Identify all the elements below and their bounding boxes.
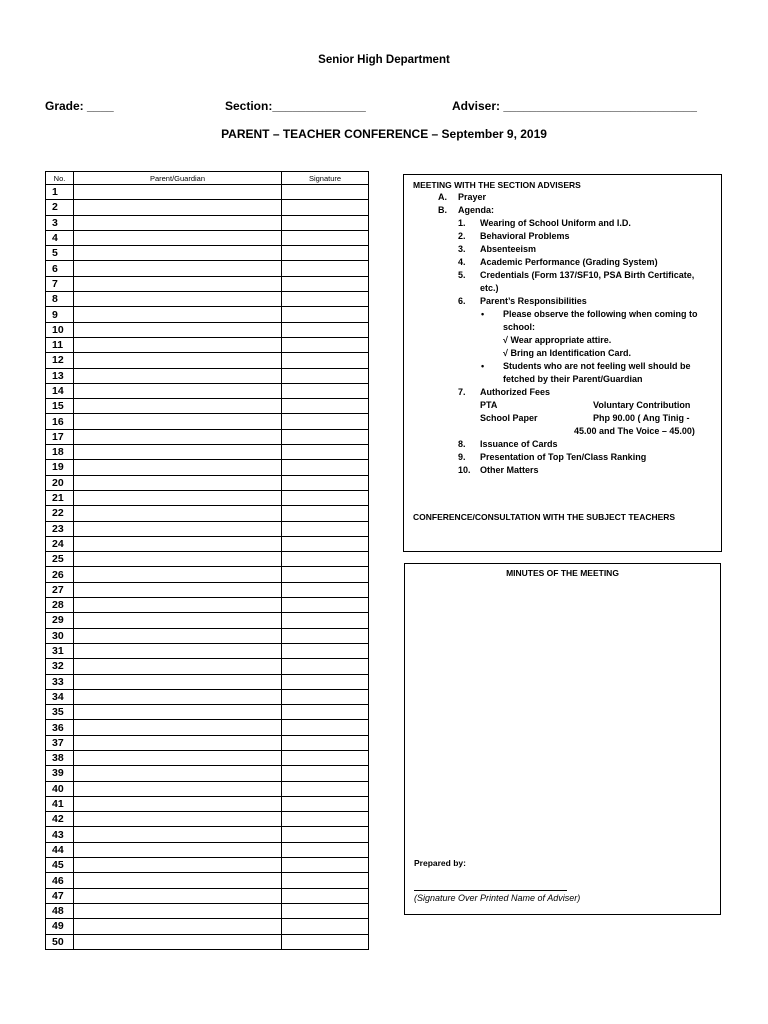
table-row — [46, 903, 369, 918]
parent-guardian-cell[interactable] — [74, 766, 282, 781]
signature-cell[interactable] — [282, 536, 369, 551]
table-row — [46, 261, 369, 276]
signature-cell[interactable] — [282, 185, 369, 200]
parent-guardian-cell[interactable] — [74, 888, 282, 903]
agenda-item-6-num: 6. — [458, 296, 466, 306]
table-header-row — [46, 172, 369, 185]
parent-guardian-cell[interactable] — [74, 827, 282, 842]
header-parent-guardian: Parent/Guardian — [74, 172, 282, 185]
row-number: 5 — [46, 246, 74, 261]
bullet-1-line-2: school: — [503, 322, 536, 332]
subject-teachers-heading: CONFERENCE/CONSULTATION WITH THE SUBJECT TEACHERS — [413, 512, 676, 522]
signature-cell[interactable] — [282, 567, 369, 582]
table-row — [46, 383, 369, 398]
row-number: 16 — [46, 414, 74, 429]
table-row — [46, 475, 369, 490]
signature-cell[interactable] — [282, 475, 369, 490]
parent-guardian-cell[interactable] — [74, 292, 282, 307]
row-number: 43 — [46, 827, 74, 842]
parent-guardian-cell[interactable] — [74, 689, 282, 704]
table-row — [46, 858, 369, 873]
row-number: 36 — [46, 720, 74, 735]
agenda-item-8: Issuance of Cards — [480, 439, 558, 449]
signature-cell[interactable] — [282, 368, 369, 383]
table-row — [46, 705, 369, 720]
parent-guardian-cell[interactable] — [74, 322, 282, 337]
parent-guardian-cell[interactable] — [74, 842, 282, 857]
parent-guardian-cell[interactable] — [74, 567, 282, 582]
bullet-2-line-2: fetched by their Parent/Guardian — [503, 374, 643, 384]
row-number: 7 — [46, 276, 74, 291]
agenda-item-4-num: 4. — [458, 257, 466, 267]
row-number: 29 — [46, 613, 74, 628]
signature-cell[interactable] — [282, 766, 369, 781]
row-number: 17 — [46, 429, 74, 444]
signature-cell[interactable] — [282, 490, 369, 505]
agenda-item-5-num: 5. — [458, 270, 466, 280]
parent-guardian-cell[interactable] — [74, 552, 282, 567]
agenda-item-7-num: 7. — [458, 387, 466, 397]
parent-guardian-cell[interactable] — [74, 353, 282, 368]
parent-guardian-cell[interactable] — [74, 200, 282, 215]
table-row — [46, 720, 369, 735]
fee-pta-name: PTA — [480, 400, 498, 410]
parent-guardian-cell[interactable] — [74, 919, 282, 934]
parent-guardian-cell[interactable] — [74, 659, 282, 674]
signature-cell[interactable] — [282, 812, 369, 827]
signature-cell[interactable] — [282, 521, 369, 536]
table-row — [46, 796, 369, 811]
row-number: 44 — [46, 842, 74, 857]
signature-cell[interactable] — [282, 414, 369, 429]
parent-guardian-cell[interactable] — [74, 368, 282, 383]
signature-cell[interactable] — [282, 445, 369, 460]
signature-cell[interactable] — [282, 919, 369, 934]
signature-cell[interactable] — [282, 873, 369, 888]
row-number: 31 — [46, 643, 74, 658]
parent-guardian-cell[interactable] — [74, 429, 282, 444]
agenda-item-2-num: 2. — [458, 231, 466, 241]
table-row — [46, 292, 369, 307]
table-row — [46, 230, 369, 245]
row-number: 39 — [46, 766, 74, 781]
table-row — [46, 337, 369, 352]
signature-cell[interactable] — [282, 934, 369, 949]
check-attire: √ Wear appropriate attire. — [503, 335, 612, 345]
parent-guardian-cell[interactable] — [74, 230, 282, 245]
table-row — [46, 185, 369, 200]
signature-cell[interactable] — [282, 200, 369, 215]
parent-guardian-cell[interactable] — [74, 705, 282, 720]
prepared-by-label: Prepared by: — [414, 858, 466, 868]
signature-caption: (Signature Over Printed Name of Adviser) — [414, 893, 581, 903]
parent-guardian-cell[interactable] — [74, 628, 282, 643]
row-number: 45 — [46, 858, 74, 873]
agenda-item-2: Behavioral Problems — [480, 231, 570, 241]
signature-cell[interactable] — [282, 903, 369, 918]
parent-guardian-cell[interactable] — [74, 903, 282, 918]
agenda-item-5-cont: etc.) — [480, 283, 499, 293]
agenda-box — [403, 174, 722, 552]
fee-pta-value: Voluntary Contribution — [593, 400, 691, 410]
signature-cell[interactable] — [282, 307, 369, 322]
row-number: 40 — [46, 781, 74, 796]
parent-guardian-cell[interactable] — [74, 246, 282, 261]
table-row — [46, 689, 369, 704]
parent-guardian-cell[interactable] — [74, 643, 282, 658]
table-row — [46, 322, 369, 337]
table-row — [46, 750, 369, 765]
signature-cell[interactable] — [282, 429, 369, 444]
signature-cell[interactable] — [282, 215, 369, 230]
table-row — [46, 490, 369, 505]
row-number: 1 — [46, 185, 74, 200]
row-number: 11 — [46, 337, 74, 352]
row-number: 8 — [46, 292, 74, 307]
parent-guardian-cell[interactable] — [74, 796, 282, 811]
row-number: 15 — [46, 399, 74, 414]
row-number: 46 — [46, 873, 74, 888]
agenda-item-3-num: 3. — [458, 244, 466, 254]
table-row — [46, 307, 369, 322]
signature-cell[interactable] — [282, 643, 369, 658]
signature-cell[interactable] — [282, 613, 369, 628]
parent-guardian-cell[interactable] — [74, 307, 282, 322]
table-row — [46, 445, 369, 460]
parent-guardian-cell[interactable] — [74, 261, 282, 276]
row-number: 48 — [46, 903, 74, 918]
parent-guardian-cell[interactable] — [74, 475, 282, 490]
row-number: 47 — [46, 888, 74, 903]
table-row — [46, 674, 369, 689]
signature-cell[interactable] — [282, 674, 369, 689]
signature-cell[interactable] — [282, 246, 369, 261]
row-number: 41 — [46, 796, 74, 811]
row-number: 28 — [46, 598, 74, 613]
signature-cell[interactable] — [282, 781, 369, 796]
signature-cell[interactable] — [282, 230, 369, 245]
fee-school-paper-name: School Paper — [480, 413, 538, 423]
row-number: 23 — [46, 521, 74, 536]
table-row — [46, 812, 369, 827]
header-signature: Signature — [282, 172, 369, 185]
signature-cell[interactable] — [282, 858, 369, 873]
bullet-2: • — [481, 361, 485, 371]
table-row — [46, 414, 369, 429]
parent-guardian-cell[interactable] — [74, 399, 282, 414]
bullet-1: • — [481, 309, 485, 319]
parent-guardian-cell[interactable] — [74, 598, 282, 613]
signature-cell[interactable] — [282, 506, 369, 521]
table-row — [46, 399, 369, 414]
row-number: 32 — [46, 659, 74, 674]
signature-line — [414, 890, 567, 891]
row-number: 9 — [46, 307, 74, 322]
row-number: 3 — [46, 215, 74, 230]
parent-guardian-cell[interactable] — [74, 337, 282, 352]
table-row — [46, 919, 369, 934]
parent-guardian-cell[interactable] — [74, 582, 282, 597]
item-b-text: Agenda: — [458, 205, 494, 215]
parent-guardian-cell[interactable] — [74, 276, 282, 291]
row-number: 30 — [46, 628, 74, 643]
row-number: 26 — [46, 567, 74, 582]
table-row — [46, 582, 369, 597]
signature-cell[interactable] — [282, 750, 369, 765]
row-number: 12 — [46, 353, 74, 368]
parent-guardian-cell[interactable] — [74, 460, 282, 475]
row-number: 42 — [46, 812, 74, 827]
row-number: 37 — [46, 735, 74, 750]
signature-cell[interactable] — [282, 261, 369, 276]
table-row — [46, 200, 369, 215]
parent-guardian-cell[interactable] — [74, 521, 282, 536]
table-row — [46, 598, 369, 613]
row-number: 6 — [46, 261, 74, 276]
parent-guardian-cell[interactable] — [74, 414, 282, 429]
signature-cell[interactable] — [282, 598, 369, 613]
minutes-box — [404, 563, 721, 915]
parent-guardian-cell[interactable] — [74, 858, 282, 873]
item-a-marker: A. — [438, 192, 447, 202]
table-row — [46, 628, 369, 643]
table-row — [46, 521, 369, 536]
signature-cell[interactable] — [282, 337, 369, 352]
agenda-item-4: Academic Performance (Grading System) — [480, 257, 658, 267]
table-row — [46, 506, 369, 521]
row-number: 14 — [46, 383, 74, 398]
agenda-item-10-num: 10. — [458, 465, 471, 475]
signature-cell[interactable] — [282, 292, 369, 307]
table-row — [46, 888, 369, 903]
agenda-item-6: Parent’s Responsibilities — [480, 296, 587, 306]
row-number: 18 — [46, 445, 74, 460]
row-number: 24 — [46, 536, 74, 551]
section-field: Section:______________ — [225, 99, 366, 113]
parent-guardian-cell[interactable] — [74, 490, 282, 505]
signature-cell[interactable] — [282, 796, 369, 811]
agenda-item-10: Other Matters — [480, 465, 539, 475]
parent-guardian-cell[interactable] — [74, 781, 282, 796]
parent-guardian-cell[interactable] — [74, 185, 282, 200]
row-number: 2 — [46, 200, 74, 215]
parent-guardian-cell[interactable] — [74, 445, 282, 460]
signature-cell[interactable] — [282, 399, 369, 414]
row-number: 38 — [46, 750, 74, 765]
agenda-item-5: Credentials (Form 137/SF10, PSA Birth Certificate, — [480, 270, 695, 280]
table-row — [46, 934, 369, 949]
agenda-item-9-num: 9. — [458, 452, 466, 462]
parent-guardian-cell[interactable] — [74, 383, 282, 398]
parent-guardian-cell[interactable] — [74, 720, 282, 735]
agenda-item-1-num: 1. — [458, 218, 466, 228]
table-row — [46, 735, 369, 750]
row-number: 13 — [46, 368, 74, 383]
row-number: 50 — [46, 934, 74, 949]
table-row — [46, 368, 369, 383]
parent-guardian-cell[interactable] — [74, 613, 282, 628]
table-row — [46, 536, 369, 551]
parent-guardian-cell[interactable] — [74, 873, 282, 888]
table-row — [46, 460, 369, 475]
signature-cell[interactable] — [282, 705, 369, 720]
signature-cell[interactable] — [282, 659, 369, 674]
header-no: No. — [46, 172, 74, 185]
parent-guardian-cell[interactable] — [74, 934, 282, 949]
attendance-rows — [46, 185, 369, 950]
minutes-heading: MINUTES OF THE MEETING — [506, 568, 619, 578]
parent-guardian-cell[interactable] — [74, 536, 282, 551]
row-number: 27 — [46, 582, 74, 597]
bullet-2-line-1: Students who are not feeling well should be — [503, 361, 691, 371]
agenda-item-8-num: 8. — [458, 439, 466, 449]
parent-guardian-cell[interactable] — [74, 215, 282, 230]
agenda-item-3: Absenteeism — [480, 244, 537, 254]
row-number: 4 — [46, 230, 74, 245]
parent-guardian-cell[interactable] — [74, 750, 282, 765]
agenda-heading: MEETING WITH THE SECTION ADVISERS — [413, 180, 581, 190]
conference-title: PARENT – TEACHER CONFERENCE – September 9, 2019 — [221, 127, 547, 141]
table-row — [46, 842, 369, 857]
parent-guardian-cell[interactable] — [74, 674, 282, 689]
row-number: 49 — [46, 919, 74, 934]
attendance-table — [45, 171, 369, 950]
fee-school-paper-value: Php 90.00 ( Ang Tinig - — [593, 413, 690, 423]
signature-cell[interactable] — [282, 460, 369, 475]
row-number: 10 — [46, 322, 74, 337]
signature-cell[interactable] — [282, 720, 369, 735]
signature-cell[interactable] — [282, 735, 369, 750]
parent-guardian-cell[interactable] — [74, 735, 282, 750]
table-row — [46, 659, 369, 674]
table-row — [46, 873, 369, 888]
table-row — [46, 567, 369, 582]
grade-field: Grade: ____ — [45, 99, 114, 113]
table-row — [46, 643, 369, 658]
table-row — [46, 353, 369, 368]
table-row — [46, 215, 369, 230]
table-row — [46, 246, 369, 261]
adviser-field: Adviser: _____________________________ — [452, 99, 697, 113]
signature-cell[interactable] — [282, 827, 369, 842]
table-row — [46, 781, 369, 796]
row-number: 25 — [46, 552, 74, 567]
department-title: Senior High Department — [318, 54, 450, 66]
signature-cell[interactable] — [282, 276, 369, 291]
row-number: 19 — [46, 460, 74, 475]
table-row — [46, 429, 369, 444]
table-row — [46, 552, 369, 567]
item-b-marker: B. — [438, 205, 447, 215]
row-number: 35 — [46, 705, 74, 720]
table-row — [46, 827, 369, 842]
agenda-item-7: Authorized Fees — [480, 387, 551, 397]
table-row — [46, 276, 369, 291]
check-id-card: √ Bring an Identification Card. — [503, 348, 631, 358]
item-a-text: Prayer — [458, 192, 487, 202]
signature-cell[interactable] — [282, 888, 369, 903]
signature-cell[interactable] — [282, 628, 369, 643]
row-number: 20 — [46, 475, 74, 490]
signature-cell[interactable] — [282, 322, 369, 337]
agenda-item-9: Presentation of Top Ten/Class Ranking — [480, 452, 647, 462]
row-number: 21 — [46, 490, 74, 505]
table-row — [46, 613, 369, 628]
signature-cell[interactable] — [282, 582, 369, 597]
signature-cell[interactable] — [282, 552, 369, 567]
signature-cell[interactable] — [282, 689, 369, 704]
row-number: 34 — [46, 689, 74, 704]
parent-guardian-cell[interactable] — [74, 812, 282, 827]
agenda-item-1: Wearing of School Uniform and I.D. — [480, 218, 631, 228]
bullet-1-line-1: Please observe the following when coming to — [503, 309, 698, 319]
table-row — [46, 766, 369, 781]
signature-cell[interactable] — [282, 383, 369, 398]
signature-cell[interactable] — [282, 842, 369, 857]
row-number: 33 — [46, 674, 74, 689]
signature-cell[interactable] — [282, 353, 369, 368]
parent-guardian-cell[interactable] — [74, 506, 282, 521]
fee-school-paper-value-cont: 45.00 and The Voice – 45.00) — [574, 426, 695, 436]
row-number: 22 — [46, 506, 74, 521]
